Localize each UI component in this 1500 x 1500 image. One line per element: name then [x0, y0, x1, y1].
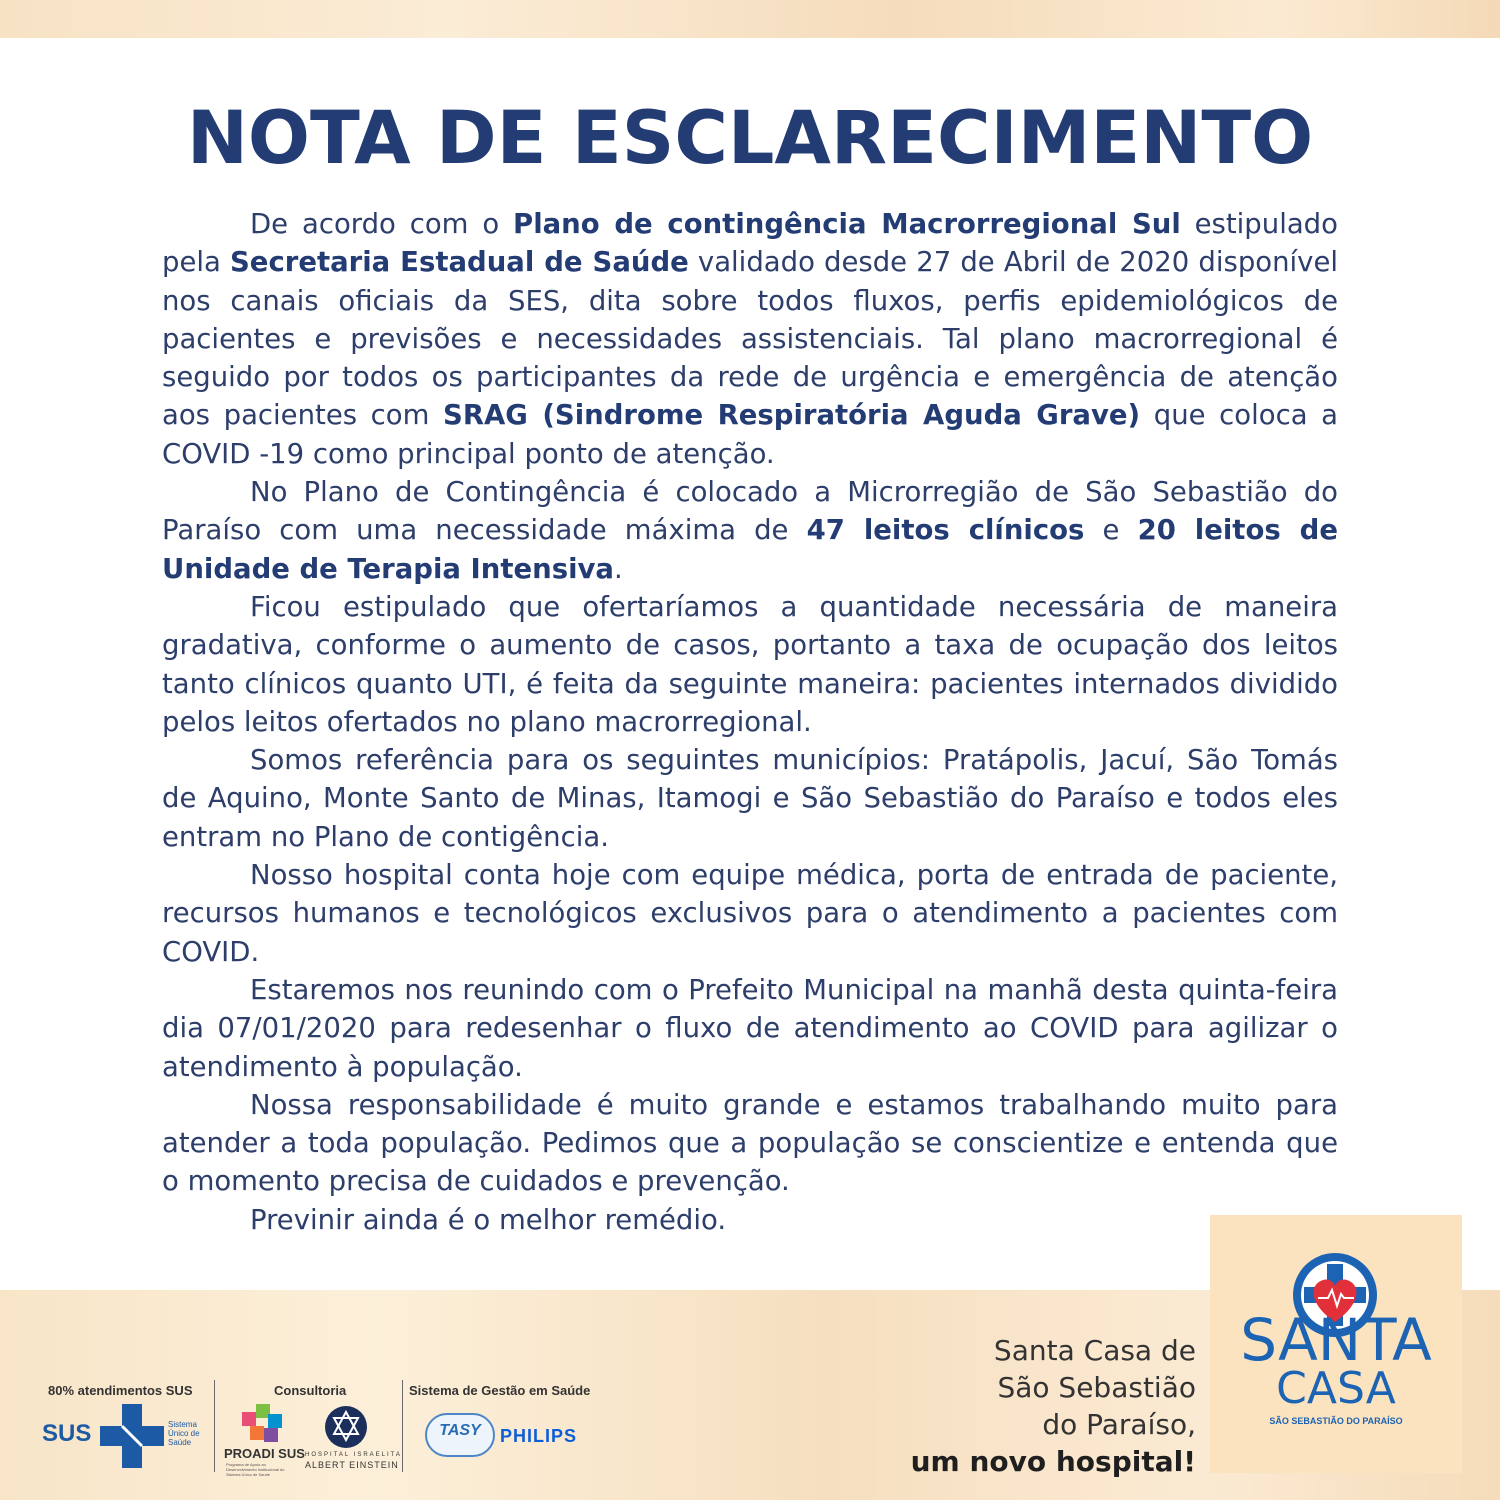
p1-text-e: que coloca a COVID -19 como principal ponto de atenção.: [162, 399, 1339, 470]
note-body: [162, 205, 1338, 1239]
paragraph-6: Estaremos nos reunindo com o Prefeito Municipal na manhã desta quinta-feira dia 07/01/2020 para redesenhar o fluxo de atendimento ao COVID para agilizar o atendimento à população.: [162, 973, 1338, 1083]
p2-bold-leitos-uti: 20 leitos de Unidade de Terapia Intensiva: [162, 514, 1338, 585]
sus-logo-text: SUS: [42, 1420, 92, 1447]
proadi-sus-text: PROADI SUS: [224, 1446, 305, 1461]
p1-text-a: De acordo com o: [250, 208, 514, 240]
p1-text-c: estipulado pela: [162, 208, 1338, 279]
philips-logo-text: PHILIPS: [500, 1426, 578, 1446]
sus-label: 80% atendimentos SUS: [48, 1383, 193, 1398]
logo-casa-text: CASA: [1276, 1363, 1396, 1414]
footer-divider: [214, 1380, 215, 1472]
paragraph-8: Previnir ainda é o melhor remédio.: [250, 1203, 727, 1236]
gestao-label: Sistema de Gestão em Saúde: [409, 1383, 591, 1398]
paragraph-5: Nosso hospital conta hoje com equipe médica, porta de entrada de paciente, recursos humanos e tecnológicos exclusivos para o atendimento a pacientes com COVID.: [162, 859, 1338, 968]
slogan-line-2: São Sebastião: [997, 1371, 1196, 1404]
footer-divider: [402, 1380, 403, 1472]
slogan-line-3: do Paraíso,: [1042, 1408, 1196, 1441]
sus-subtitle: Sistema Único de Saúde: [168, 1420, 200, 1447]
p2-text-a: No Plano de Contingência é colocado a Microrregião de São Sebastião do Paraíso com uma necessidade máxima de: [162, 476, 1338, 547]
consultoria-label: Consultoria: [274, 1383, 347, 1398]
slogan-line-4: um novo hospital!: [910, 1445, 1196, 1478]
logo-city-text: SÃO SEBASTIÃO DO PARAÍSO: [1269, 1416, 1403, 1426]
page-title: NOTA DE ESCLARECIMENTO: [186, 96, 1314, 181]
p1-bold-plan: Plano de contingência Macrorregional Sul: [513, 208, 1181, 240]
einstein-name: ALBERT EINSTEIN: [305, 1460, 399, 1470]
paragraph-3: Ficou estipulado que ofertaríamos a quantidade necessária de maneira gradativa, conforme o aumento de casos, portanto a taxa de ocupação dos leitos tanto clínicos quanto UTI, é feita da seguinte maneira: pacientes internados dividido pelos leitos ofertados no plano macrorregional.: [162, 590, 1338, 738]
p1-bold-srag: SRAG (Sindrome Respiratória Aguda Grave): [443, 399, 1141, 432]
p1-text-d: validado desde 27 de Abril de 2020 disponível nos canais oficiais da SES, dita sobre todos fluxos, perfis epidemiológicos de pacientes e previsões e necessidades assistenciais. Tal plano macrorregional é seguido por todos os participantes da rede de urgência e emergência de atenção aos pacientes com: [162, 246, 1339, 432]
p2-text-c: e: [1084, 514, 1138, 547]
einstein-star-icon: [322, 1404, 370, 1450]
paragraph-1: [162, 205, 1338, 473]
einstein-hospital-label: HOSPITAL ISRAELITA: [305, 1452, 402, 1458]
p1-bold-secretaria: Secretaria Estadual de Saúde: [230, 246, 689, 279]
logo-santa-text: SANTA: [1240, 1306, 1432, 1374]
tasy-logo-text: TASY: [439, 1422, 481, 1439]
paragraph-4: Somos referência para os seguintes municípios: Pratápolis, Jacuí, São Tomás de Aquino, Monte Santo de Minas, Itamogi e São Sebastião do Paraíso e todos eles entram no Plano de contigência.: [162, 744, 1338, 853]
paragraph-7: Nossa responsabilidade é muito grande e estamos trabalhando muito para atender a toda população. Pedimos que a população se conscientize e entenda que o momento precisa de cuidados e prevenção.: [162, 1088, 1338, 1198]
slogan-line-1: Santa Casa de: [993, 1334, 1196, 1367]
hospital-slogan: [880, 1332, 1196, 1480]
sus-cross-icon: [100, 1404, 164, 1468]
paragraph-2: [162, 473, 1338, 588]
top-border: [0, 0, 1500, 38]
proadi-puzzle-icon: [240, 1402, 284, 1444]
proadi-subtitle: Programa de Apoio ao Desenvolvimento Institucional do Sistema Único de Saúde: [226, 1462, 285, 1477]
p2-text-d: .: [613, 552, 623, 585]
p2-bold-leitos-clinicos: 47 leitos clínicos: [806, 514, 1085, 547]
